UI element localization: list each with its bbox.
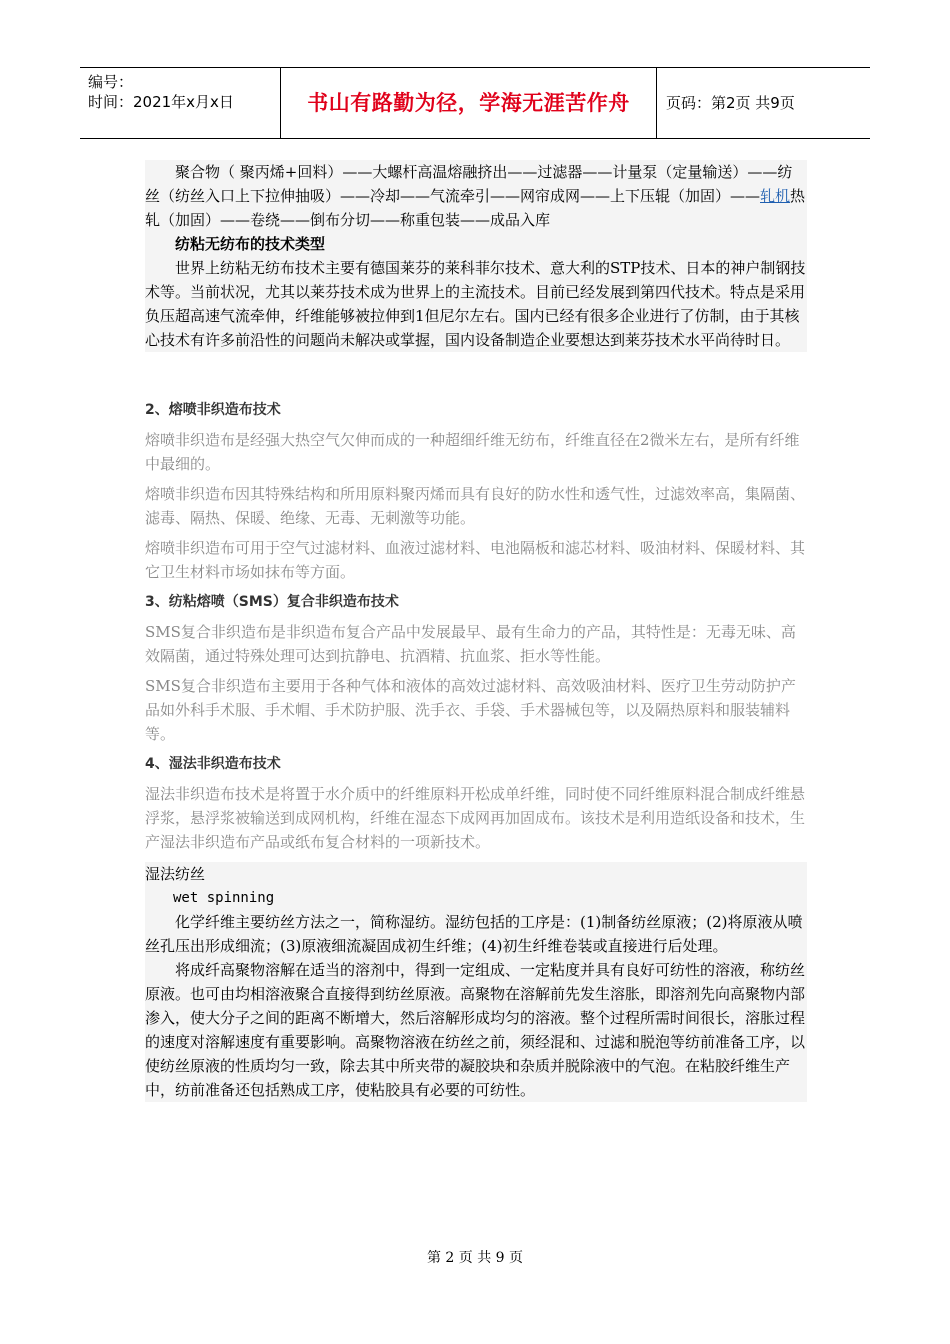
document-body <box>145 160 807 1102</box>
header-page-info: 页码：第2页 共9页 <box>666 94 795 112</box>
page-footer: 第 2 页 共 9 页 <box>426 1250 524 1266</box>
document-header <box>80 67 870 139</box>
sms-paragraph-2: SMS复合非织造布主要用于各种气体和液体的高效过滤材料、高效吸油材料、医疗卫生劳动防护产品如外科手术服、手术帽、手术防护服、洗手衣、手袋、手术器械包等，以及隔热原料和服装辅料等。 <box>145 677 796 743</box>
wet-spinning-title: 湿法纺丝 <box>145 865 206 883</box>
rolling-mill-link[interactable]: 轧机 <box>760 187 791 205</box>
process-flow-text-2: 热轧（加固）——卷绕——倒布分切——称重包装——成品入库 <box>145 187 806 229</box>
wet-spinning-paragraph-2: 将成纤高聚物溶解在适当的溶剂中，得到一定组成、一定粘度并具有良好可纺性的溶液，称纺丝原液。也可由均相溶液聚合直接得到纺丝原液。高聚物在溶解前先发生溶胀，即溶剂先向高聚物内部渗入，使大分子之间的距离不断增大，然后溶解形成均匀的溶液。整个过程所需时间很长，溶胀过程的速度对溶解速度有重要影响。高聚物溶液在纺丝之前，须经混和、过滤和脱泡等纺前准备工序，以使纺丝原液的性质均匀一致，除去其中所夹带的凝胶块和杂质并脱除液中的气泡。在粘胶纤维生产中，纺前准备还包括熟成工序，使粘胶具有必要的可纺性。 <box>145 961 806 1099</box>
sms-title: 3、纺粘熔喷（SMS）复合非织造布技术 <box>145 594 399 610</box>
spunbond-title: 纺粘无纺布的技术类型 <box>175 235 326 253</box>
sms-paragraph-1: SMS复合非织造布是非织造布复合产品中发展最早、最有生命力的产品，其特性是：无毒无味、高效隔菌，通过特殊处理可达到抗静电、抗酒精、抗血浆、拒水等性能。 <box>145 623 796 665</box>
time-label: 时间：2021年x月x日 <box>88 93 234 111</box>
header-motto: 书山有路勤为径，学海无涯苦作舟 <box>281 68 657 138</box>
wet-spinning-block <box>145 862 807 1102</box>
wet-spinning-paragraph-1: 化学纤维主要纺丝方法之一，简称湿纺。湿纺包括的工序是：(1)制备纺丝原液；(2)将原液从喷丝孔压出形成细流；(3)原液细流凝固成初生纤维；(4)初生纤维卷装或直接进行后处理。 <box>145 913 803 955</box>
wet-nonwoven-title: 4、湿法非织造布技术 <box>145 756 281 772</box>
number-label: 编号： <box>88 73 134 91</box>
wet-spinning-english: wet spinning <box>173 890 275 906</box>
wet-nonwoven-paragraph: 湿法非织造布技术是将置于水介质中的纤维原料开松成单纤维，同时使不同纤维原料混合制成纤维悬浮浆，悬浮浆被输送到成网机构，纤维在湿态下成网再加固成布。该技术是利用造纸设备和技术，生产湿法非织造布产品或纸布复合材料的一项新技术。 <box>145 785 806 851</box>
header-meta <box>80 68 281 138</box>
meltblown-paragraph-3: 熔喷非织造布可用于空气过滤材料、血液过滤材料、电池隔板和滤芯材料、吸油材料、保暖材料、其它卫生材料市场如抹布等方面。 <box>145 539 806 581</box>
meltblown-paragraph-1: 熔喷非织造布是经强大热空气欠伸而成的一种超细纤维无纺布，纤维直径在2微米左右，是所有纤维中最细的。 <box>145 431 800 473</box>
process-flow-text-1: 聚合物（ 聚丙烯+回料）——大螺杆高温熔融挤出——过滤器——计量泵（定量输送）——纺丝（纺丝入口上下拉伸抽吸）——冷却——气流牵引——网帘成网——上下压辊（加固）—— <box>145 163 793 205</box>
meltblown-title: 2、熔喷非织造布技术 <box>145 402 281 418</box>
process-flow <box>145 160 807 232</box>
spunbond-body: 世界上纺粘无纺布技术主要有德国莱芬的莱科菲尔技术、意大利的STP技术、日本的神户制钢技术等。当前状况，尤其以莱芬技术成为世界上的主流技术。目前已经发展到第四代技术。特点是采用负压超高速气流牵伸，纤维能够被拉伸到1但尼尔左右。国内已经有很多企业进行了仿制，由于其核心技术有许多前沿性的问题尚未解决或掌握，国内设备制造企业要想达到莱芬技术水平尚待时日。 <box>145 259 806 349</box>
meltblown-paragraph-2: 熔喷非织造布因其特殊结构和所用原料聚丙烯而具有良好的防水性和透气性，过滤效率高，集隔菌、滤毒、隔热、保暖、绝缘、无毒、无刺激等功能。 <box>145 485 806 527</box>
process-block <box>145 160 807 352</box>
